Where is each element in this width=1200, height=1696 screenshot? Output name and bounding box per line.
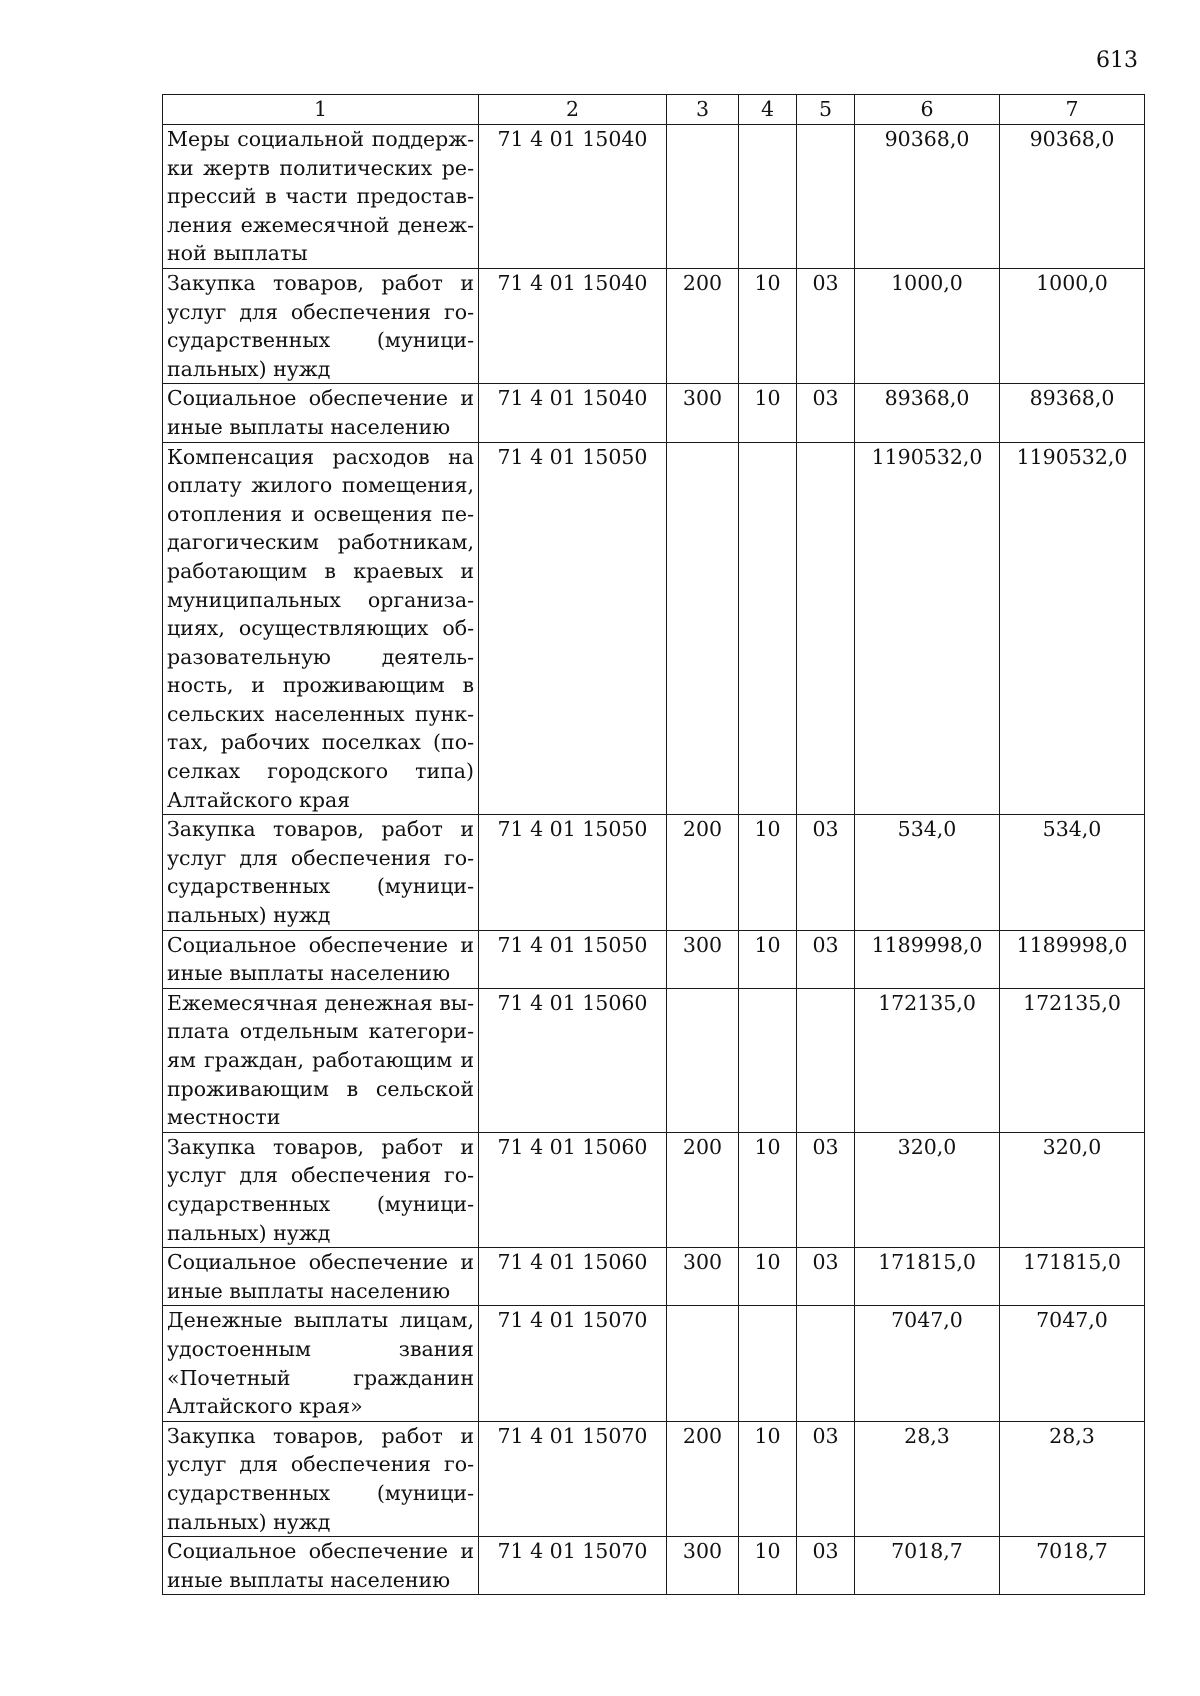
row-col3: 200	[667, 1421, 739, 1536]
row-code: 71 4 01 15060	[479, 1248, 667, 1306]
row-col6-amount: 320,0	[855, 1132, 1000, 1247]
row-col5: 03	[797, 1421, 855, 1536]
row-col3: 300	[667, 1537, 739, 1595]
row-description: Закупка товаров, работ и услуг для обеспечения государственных (муниципальных) нужд	[163, 815, 479, 930]
table-row	[163, 1306, 1145, 1421]
row-col6-amount: 1190532,0	[855, 442, 1000, 815]
row-col6-amount: 7018,7	[855, 1537, 1000, 1595]
row-col4: 10	[739, 1248, 797, 1306]
row-col4: 10	[739, 1537, 797, 1595]
row-col4	[739, 125, 797, 269]
row-col6-amount: 28,3	[855, 1421, 1000, 1536]
column-header: 7	[1000, 95, 1145, 125]
row-col7-amount: 7047,0	[1000, 1306, 1145, 1421]
budget-table	[162, 94, 1145, 1595]
row-col5: 03	[797, 1537, 855, 1595]
row-col4: 10	[739, 815, 797, 930]
row-col7-amount: 28,3	[1000, 1421, 1145, 1536]
row-col3	[667, 1306, 739, 1421]
column-header: 5	[797, 95, 855, 125]
row-description: Закупка товаров, работ и услуг для обеспечения государственных (муниципальных) нужд	[163, 1132, 479, 1247]
row-col6-amount: 1189998,0	[855, 930, 1000, 988]
row-code: 71 4 01 15050	[479, 442, 667, 815]
row-code: 71 4 01 15070	[479, 1306, 667, 1421]
row-col5	[797, 1306, 855, 1421]
table-row	[163, 815, 1145, 930]
row-col5	[797, 125, 855, 269]
row-description: Социальное обеспечение и иные выплаты населению	[163, 1537, 479, 1595]
row-description: Ежемесячная денежная выплата отдельным категориям граждан, работающим и проживающим в сельской местности	[163, 988, 479, 1132]
row-col3	[667, 442, 739, 815]
row-col3: 300	[667, 1248, 739, 1306]
row-description: Закупка товаров, работ и услуг для обеспечения государственных (муниципальных) нужд	[163, 268, 479, 383]
row-col4	[739, 988, 797, 1132]
row-col7-amount: 89368,0	[1000, 384, 1145, 442]
row-col6-amount: 534,0	[855, 815, 1000, 930]
row-col6-amount: 1000,0	[855, 268, 1000, 383]
row-code: 71 4 01 15060	[479, 1132, 667, 1247]
table-row	[163, 1248, 1145, 1306]
row-col7-amount: 1190532,0	[1000, 442, 1145, 815]
row-col5	[797, 988, 855, 1132]
table-row	[163, 1421, 1145, 1536]
row-description: Денежные выплаты лицам, удостоенным звания «Почетный гражданин Алтайского края»	[163, 1306, 479, 1421]
row-col3	[667, 988, 739, 1132]
row-col7-amount: 534,0	[1000, 815, 1145, 930]
row-col5	[797, 442, 855, 815]
row-description: Социальное обеспечение и иные выплаты населению	[163, 1248, 479, 1306]
row-col3: 300	[667, 384, 739, 442]
row-code: 71 4 01 15040	[479, 268, 667, 383]
row-col4: 10	[739, 1421, 797, 1536]
table-header-row	[163, 95, 1145, 125]
row-description: Компенсация расходов на оплату жилого помещения, отопления и освещения педагогическим работникам, работающим в краевых и муниципальных организациях, осуществляющих образовательную деятельность, и проживающим в сельских населенных пунктах, рабочих поселках (поселках городского типа) Алтайского края	[163, 442, 479, 815]
row-code: 71 4 01 15060	[479, 988, 667, 1132]
table-row	[163, 930, 1145, 988]
row-col3: 300	[667, 930, 739, 988]
row-col4: 10	[739, 384, 797, 442]
row-col7-amount: 1000,0	[1000, 268, 1145, 383]
row-description: Меры социальной поддержки жертв политических репрессий в части предоставления ежемесячной денежной выплаты	[163, 125, 479, 269]
column-header: 1	[163, 95, 479, 125]
row-col6-amount: 171815,0	[855, 1248, 1000, 1306]
row-col7-amount: 172135,0	[1000, 988, 1145, 1132]
row-col5: 03	[797, 930, 855, 988]
row-code: 71 4 01 15040	[479, 384, 667, 442]
row-code: 71 4 01 15070	[479, 1421, 667, 1536]
row-col5: 03	[797, 815, 855, 930]
row-col7-amount: 1189998,0	[1000, 930, 1145, 988]
row-description: Социальное обеспечение и иные выплаты населению	[163, 930, 479, 988]
row-col7-amount: 171815,0	[1000, 1248, 1145, 1306]
table-row	[163, 1132, 1145, 1247]
row-col4: 10	[739, 1132, 797, 1247]
row-col4: 10	[739, 268, 797, 383]
row-description: Социальное обеспечение и иные выплаты населению	[163, 384, 479, 442]
row-col5: 03	[797, 1132, 855, 1247]
column-header: 4	[739, 95, 797, 125]
table-row	[163, 125, 1145, 269]
row-col5: 03	[797, 384, 855, 442]
row-col3: 200	[667, 1132, 739, 1247]
table-row	[163, 442, 1145, 815]
row-col7-amount: 90368,0	[1000, 125, 1145, 269]
row-col6-amount: 89368,0	[855, 384, 1000, 442]
table-row	[163, 988, 1145, 1132]
row-col6-amount: 90368,0	[855, 125, 1000, 269]
row-col7-amount: 7018,7	[1000, 1537, 1145, 1595]
column-header: 6	[855, 95, 1000, 125]
row-col4	[739, 1306, 797, 1421]
row-col3: 200	[667, 268, 739, 383]
row-col6-amount: 7047,0	[855, 1306, 1000, 1421]
row-code: 71 4 01 15040	[479, 125, 667, 269]
table-row	[163, 384, 1145, 442]
row-code: 71 4 01 15070	[479, 1537, 667, 1595]
row-code: 71 4 01 15050	[479, 930, 667, 988]
row-col4	[739, 442, 797, 815]
row-col4: 10	[739, 930, 797, 988]
column-header: 3	[667, 95, 739, 125]
row-col6-amount: 172135,0	[855, 988, 1000, 1132]
row-col7-amount: 320,0	[1000, 1132, 1145, 1247]
row-col5: 03	[797, 268, 855, 383]
row-code: 71 4 01 15050	[479, 815, 667, 930]
row-col5: 03	[797, 1248, 855, 1306]
page-number: 613	[1096, 48, 1138, 73]
row-description: Закупка товаров, работ и услуг для обеспечения государственных (муниципальных) нужд	[163, 1421, 479, 1536]
row-col3: 200	[667, 815, 739, 930]
row-col3	[667, 125, 739, 269]
table-row	[163, 268, 1145, 383]
column-header: 2	[479, 95, 667, 125]
table-row	[163, 1537, 1145, 1595]
